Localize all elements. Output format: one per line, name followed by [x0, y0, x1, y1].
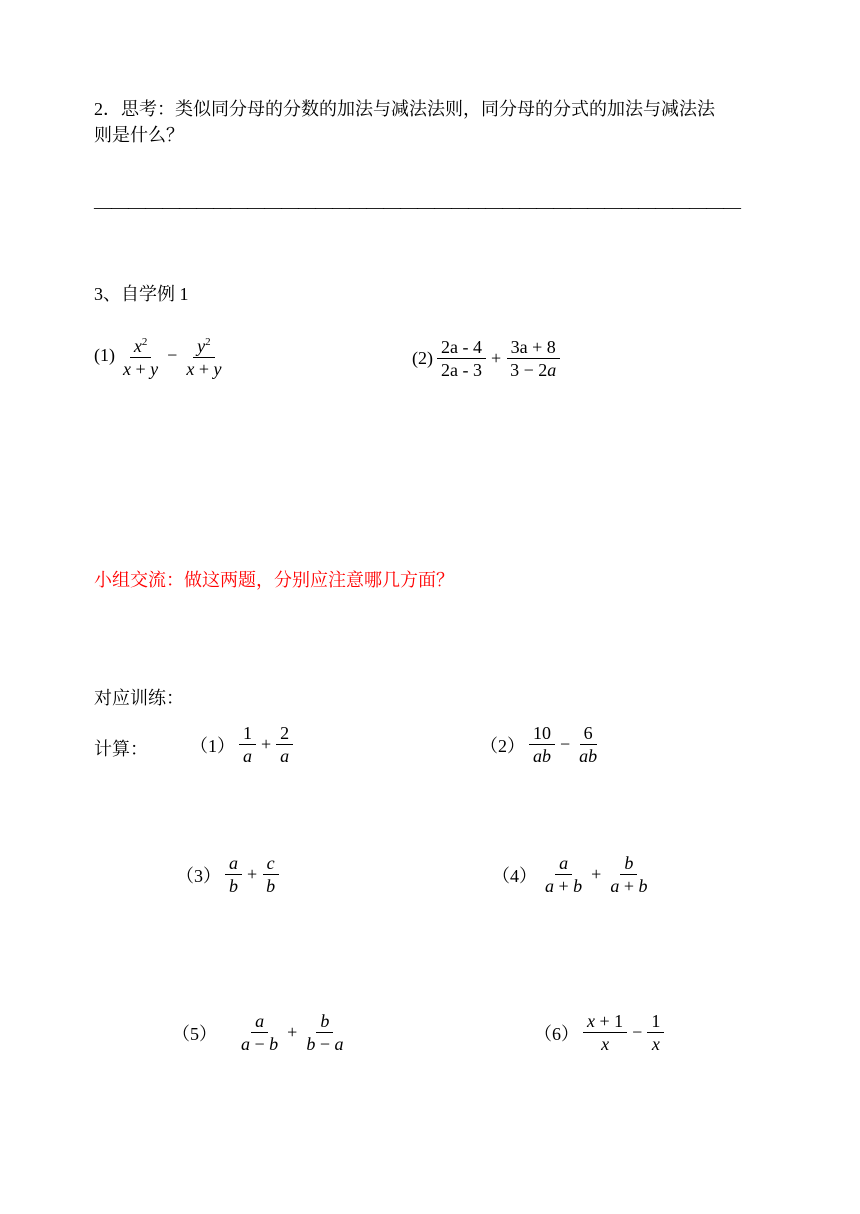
fraction [302, 1010, 347, 1055]
practice-6 [534, 1010, 666, 1055]
fraction [606, 852, 651, 897]
fraction [575, 722, 601, 767]
numerator: a [555, 852, 572, 875]
numerator: a [251, 1010, 268, 1033]
practice-2-label: （2） [480, 735, 525, 756]
example-2 [412, 336, 562, 381]
denominator: x + y [186, 359, 222, 379]
fraction [506, 336, 560, 381]
operator: + [591, 864, 602, 884]
fraction [225, 852, 242, 897]
numerator: $x^2$ [130, 331, 152, 358]
practice-3 [176, 852, 281, 897]
fraction [276, 722, 293, 767]
example-1 [94, 331, 227, 380]
numerator: $y^2$ [193, 331, 215, 358]
operator: − [632, 1022, 643, 1042]
denominator: a + b [610, 876, 648, 896]
numerator: 10 [529, 722, 555, 745]
denominator: ab [533, 746, 551, 766]
practice-heading: 对应训练： [94, 688, 184, 708]
denominator: 3 − 2a [510, 360, 557, 380]
denominator: a + b [545, 876, 583, 896]
practice-4 [492, 852, 653, 897]
practice-1-label: （1） [190, 735, 235, 756]
denominator: 2a - 3 [441, 360, 482, 380]
operator: − [560, 734, 571, 754]
operator: + [287, 1022, 298, 1042]
numerator: 1 [647, 1010, 664, 1033]
fraction [437, 336, 486, 381]
operator: + [247, 864, 258, 884]
denominator: a [243, 746, 252, 766]
numerator: c [263, 852, 279, 875]
practice-1 [190, 722, 295, 767]
fraction [583, 1010, 627, 1055]
denominator: a [280, 746, 290, 766]
group-discussion-prompt: 小组交流：做这两题，分别应注意哪几方面？ [94, 570, 454, 590]
fraction [647, 1010, 664, 1055]
numerator: b [620, 852, 637, 875]
practice-4-label: （4） [492, 865, 537, 886]
operator: − [167, 345, 178, 365]
fraction [182, 331, 225, 380]
denominator: ab [579, 746, 598, 766]
denominator: b [266, 876, 276, 896]
denominator: x + y [123, 359, 159, 379]
operator: + [261, 734, 272, 754]
denominator: b [229, 876, 238, 896]
practice-2 [480, 722, 603, 767]
fraction [119, 331, 162, 380]
denominator: a − b [241, 1034, 279, 1054]
question-2-line-2: 则是什么？ [94, 125, 184, 145]
example-1-label: (1) [94, 345, 115, 365]
question-2-line-1: 2．思考：类似同分母的分数的加法与减法法则，同分母的分式的加法与减法法 [94, 99, 715, 119]
example-2-label: (2) [412, 348, 433, 368]
fraction [237, 1010, 282, 1055]
numerator: a [225, 852, 242, 875]
example-heading: 3、自学例 1 [94, 284, 189, 304]
operator: + [490, 348, 502, 368]
denominator: x [651, 1034, 660, 1054]
compute-label: 计算： [94, 739, 148, 759]
fraction [529, 722, 555, 767]
answer-blank-line: —————————————————————————————————————— [94, 197, 740, 217]
question-2 [94, 96, 715, 148]
denominator: b − a [306, 1034, 344, 1054]
numerator: 1 [239, 722, 256, 745]
fraction [541, 852, 586, 897]
fraction [262, 852, 279, 897]
numerator: b [316, 1010, 333, 1033]
numerator: x + 1 [583, 1010, 627, 1033]
practice-3-label: （3） [176, 865, 221, 886]
numerator: 2a - 4 [437, 336, 486, 359]
numerator: 3a + 8 [507, 336, 560, 359]
numerator: 6 [580, 722, 597, 745]
practice-5-label: （5） [172, 1023, 217, 1044]
practice-6-label: （6） [534, 1023, 579, 1044]
practice-5 [172, 1010, 349, 1055]
fraction [239, 722, 256, 767]
numerator: 2 [276, 722, 293, 745]
denominator: x [601, 1034, 610, 1054]
